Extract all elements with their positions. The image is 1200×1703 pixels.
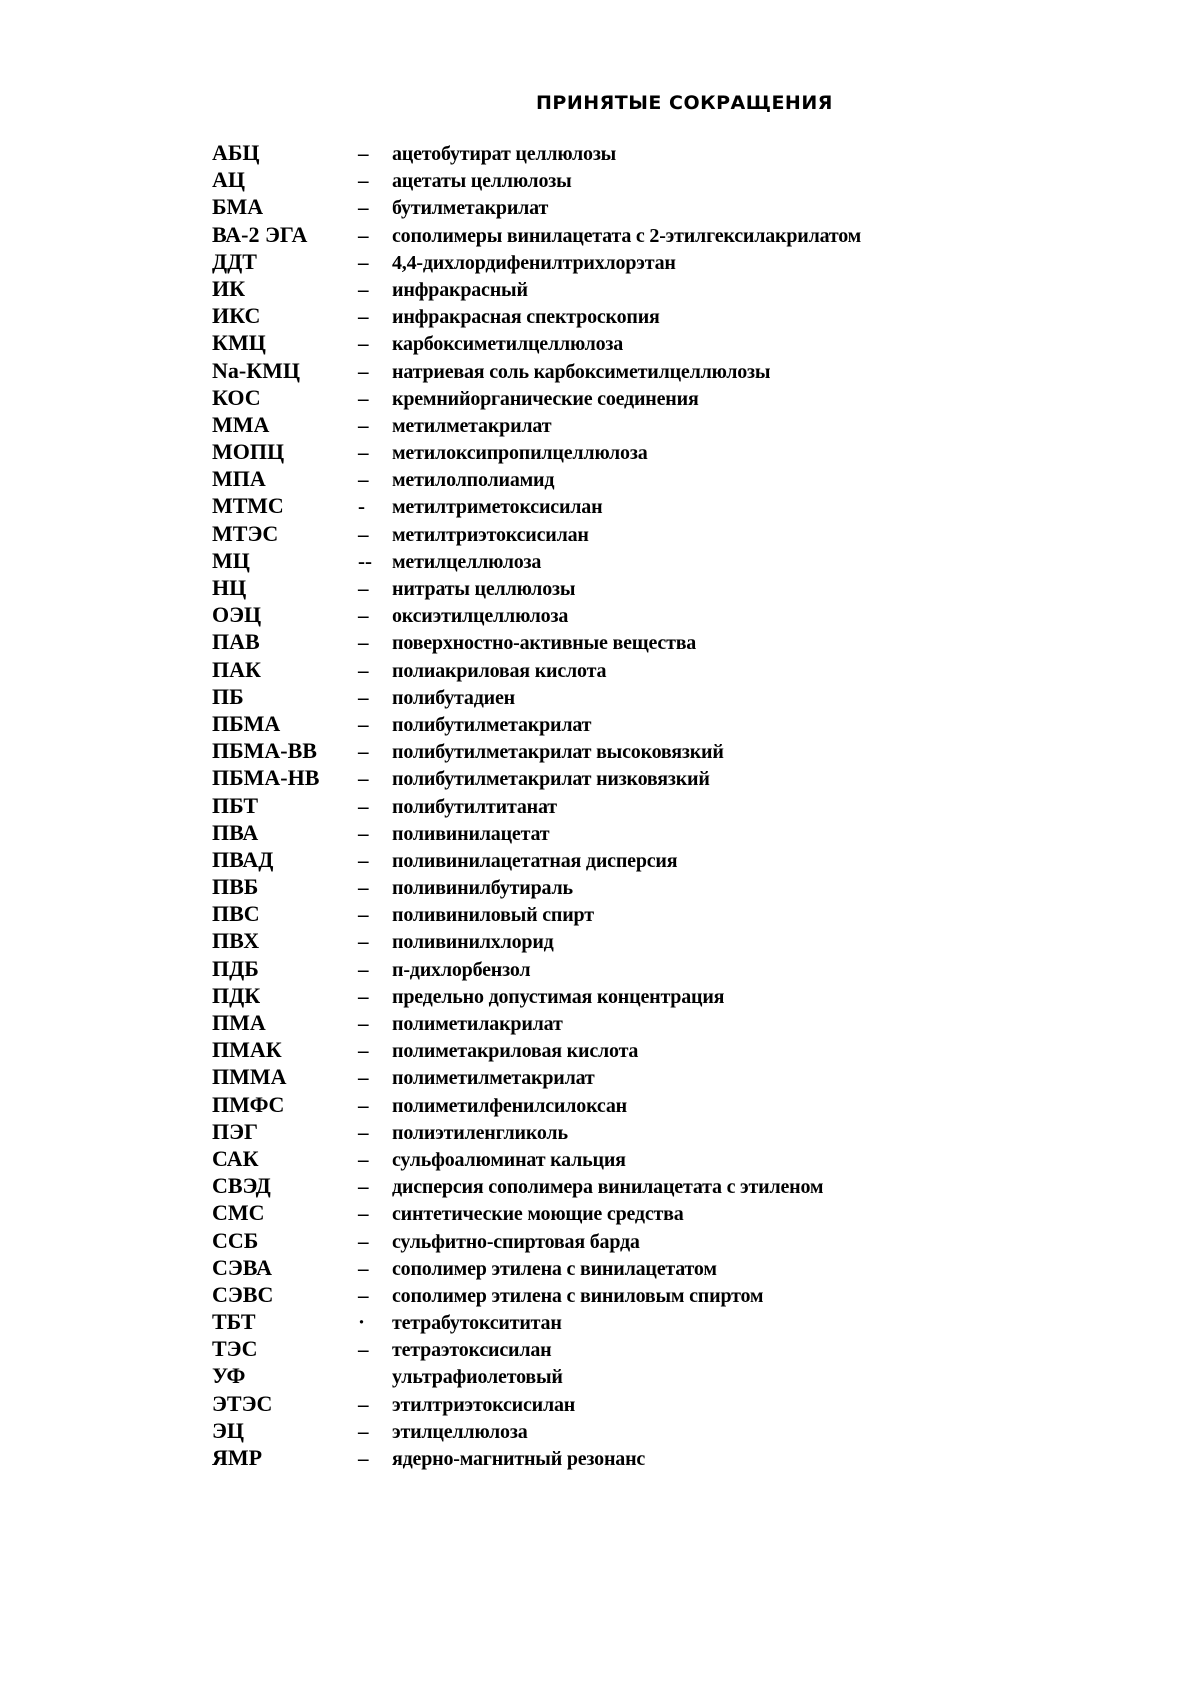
abbreviation-term: АБЦ	[212, 140, 260, 165]
abbreviation-term: СВЭД	[212, 1173, 271, 1199]
abbreviation-definition: метилтриметоксисилан	[392, 496, 603, 519]
abbreviation-dash: –	[358, 902, 369, 927]
abbreviation-definition: сульфоалюминат кальция	[392, 1148, 626, 1171]
abbreviation-term: ПДБ	[212, 955, 259, 981]
abbreviation-definition: п-дихлорбензол	[392, 958, 531, 981]
abbreviation-row	[212, 683, 1112, 710]
abbreviation-term: ПМАК	[212, 1037, 282, 1063]
abbreviation-row	[212, 1199, 1112, 1226]
abbreviation-term: МПА	[212, 466, 266, 492]
abbreviation-definition: этилтриэтоксисилан	[392, 1393, 576, 1416]
abbreviation-dash: –	[358, 793, 369, 818]
abbreviation-term: КОС	[212, 384, 261, 410]
abbreviation-term: МОПЦ	[212, 439, 285, 465]
abbreviation-definition: инфракрасная спектроскопия	[392, 306, 660, 329]
abbreviation-term: МТЭС	[212, 520, 279, 546]
abbreviation-row	[212, 656, 1112, 683]
abbreviation-definition: дисперсия сополимера винилацетата с этиленом	[392, 1176, 824, 1199]
abbreviation-row	[212, 1009, 1112, 1036]
abbreviation-definition: поливинилацетатная дисперсия	[392, 849, 678, 872]
abbreviation-definition: метилцеллюлоза	[392, 550, 542, 573]
abbreviation-row	[212, 1444, 1112, 1471]
abbreviation-row	[212, 1281, 1112, 1308]
abbreviation-term: ПМФС	[212, 1091, 285, 1117]
abbreviation-dash: –	[358, 1146, 369, 1171]
abbreviation-definition: полиакриловая кислота	[392, 659, 607, 682]
abbreviation-definition: ядерно-магнитный резонанс	[392, 1448, 646, 1470]
abbreviation-term: ПБМА-ВВ	[212, 738, 317, 764]
abbreviation-row	[212, 737, 1112, 764]
abbreviation-term: ММА	[212, 411, 270, 437]
abbreviation-dash: –	[358, 195, 369, 220]
abbreviation-row	[212, 819, 1112, 846]
abbreviation-dash: –	[358, 1282, 369, 1307]
abbreviation-dash: –	[358, 1337, 369, 1362]
abbreviation-definition: этилцеллюлоза	[392, 1420, 528, 1443]
abbreviation-definition: полиметилметакрилат	[392, 1067, 595, 1090]
abbreviation-row	[212, 601, 1112, 628]
abbreviation-definition: сульфитно-спиртовая барда	[392, 1230, 640, 1253]
abbreviation-row	[212, 248, 1112, 275]
abbreviation-term: СМС	[212, 1200, 265, 1226]
abbreviation-dash: –	[358, 657, 369, 682]
abbreviation-row	[212, 900, 1112, 927]
abbreviation-definition: сополимеры винилацетата с 2-этилгексилакрилатом	[392, 224, 862, 247]
abbreviation-dash: ·	[358, 1310, 366, 1335]
abbreviation-dash: –	[358, 956, 369, 981]
abbreviation-row	[212, 792, 1112, 819]
abbreviation-definition: полиметилфенилсилоксан	[392, 1094, 627, 1117]
abbreviation-dash: –	[358, 385, 369, 410]
abbreviation-dash: –	[358, 521, 369, 546]
abbreviation-definition: метилолполиамид	[392, 469, 555, 492]
abbreviation-term: МЦ	[212, 547, 250, 573]
abbreviation-term: ТБТ	[212, 1309, 256, 1335]
abbreviation-dash: –	[358, 1092, 369, 1117]
abbreviation-row	[212, 955, 1112, 982]
abbreviation-term: ПВАД	[212, 846, 274, 872]
abbreviation-dash: –	[358, 1065, 369, 1090]
abbreviation-term: ЯМР	[212, 1445, 263, 1470]
abbreviation-dash: –	[358, 576, 369, 600]
abbreviation-definition: натриевая соль карбоксиметилцеллюлозы	[392, 360, 771, 383]
abbreviation-row	[212, 438, 1112, 465]
abbreviation-definition: поливинилацетат	[392, 822, 550, 845]
abbreviation-definition: полибутилметакрилат высоковязкий	[392, 741, 724, 764]
abbreviation-definition: сополимер этилена с винилацетатом	[392, 1257, 717, 1280]
abbreviation-row	[212, 221, 1112, 248]
abbreviation-term: АЦ	[212, 167, 245, 193]
abbreviation-dash: –	[358, 929, 369, 954]
abbreviation-row	[212, 1063, 1112, 1090]
abbreviation-definition: полибутилметакрилат низковязкий	[392, 768, 710, 791]
abbreviation-term: ПЭГ	[212, 1118, 259, 1144]
abbreviation-row	[212, 1390, 1112, 1417]
abbreviation-row	[212, 139, 1112, 166]
abbreviation-term: СЭВА	[212, 1254, 272, 1280]
abbreviation-definition: метилметакрилат	[392, 414, 552, 437]
abbreviation-definition: нитраты целлюлозы	[392, 578, 576, 600]
abbreviation-definition: кремнийорганические соединения	[392, 387, 699, 410]
abbreviation-term: ПБМА	[212, 710, 281, 736]
abbreviation-dash: –	[358, 412, 369, 437]
abbreviation-dash: –	[358, 739, 369, 764]
abbreviation-term: ВА-2 ЭГА	[212, 221, 308, 247]
abbreviation-definition: поливинилхлорид	[392, 931, 554, 954]
abbreviation-row	[212, 982, 1112, 1009]
abbreviation-row	[212, 846, 1112, 873]
abbreviation-definition: метилоксипропилцеллюлоза	[392, 442, 648, 465]
abbreviation-term: ПВА	[212, 819, 259, 845]
abbreviation-row	[212, 492, 1112, 519]
abbreviation-dash: –	[358, 1391, 369, 1416]
abbreviation-row	[212, 927, 1112, 954]
abbreviation-definition: 4,4-дихлордифенилтрихлорэтан	[392, 251, 676, 274]
abbreviation-definition: ультрафиолетовый	[392, 1366, 563, 1389]
abbreviation-definition: полибутилтитанат	[392, 795, 557, 818]
abbreviation-row	[212, 1172, 1112, 1199]
abbreviation-dash: –	[358, 875, 369, 900]
abbreviation-term: ПМА	[212, 1010, 266, 1035]
abbreviation-row	[212, 1145, 1112, 1172]
abbreviation-term: ПАК	[212, 656, 261, 682]
abbreviation-row	[212, 384, 1112, 411]
abbreviation-term: НЦ	[212, 575, 247, 600]
abbreviation-dash: –	[358, 1119, 369, 1144]
abbreviation-term: ПБТ	[212, 792, 259, 818]
abbreviation-row	[212, 628, 1112, 655]
abbreviation-row	[212, 520, 1112, 547]
abbreviation-dash: –	[358, 983, 369, 1008]
abbreviation-dash: –	[358, 1011, 369, 1035]
abbreviation-row	[212, 1335, 1112, 1362]
abbreviation-row	[212, 710, 1112, 737]
abbreviation-dash: –	[358, 358, 369, 383]
abbreviation-definition: синтетические моющие средства	[392, 1203, 684, 1226]
abbreviation-row	[212, 1036, 1112, 1063]
abbreviation-term: ССБ	[212, 1227, 259, 1253]
abbreviation-row	[212, 357, 1112, 384]
abbreviation-dash: –	[358, 1418, 369, 1443]
abbreviation-dash: –	[358, 222, 369, 247]
abbreviation-term: ПВС	[212, 901, 260, 927]
abbreviation-definition: тетраэтоксисилан	[392, 1339, 552, 1362]
abbreviation-dash: –	[358, 603, 369, 628]
abbreviation-term: УФ	[212, 1363, 246, 1389]
abbreviation-definition: карбоксиметилцеллюлоза	[392, 333, 624, 356]
abbreviation-term: ПВХ	[212, 928, 260, 954]
abbreviation-row	[212, 275, 1112, 302]
abbreviation-dash: –	[358, 249, 369, 274]
abbreviation-term: ПАВ	[212, 629, 260, 655]
abbreviation-dash: –	[358, 820, 369, 845]
abbreviation-dash: –	[358, 1255, 369, 1280]
abbreviation-definition: полибутадиен	[392, 686, 515, 709]
abbreviation-row	[212, 465, 1112, 492]
abbreviation-dash: –	[358, 141, 369, 165]
abbreviation-row	[212, 302, 1112, 329]
abbreviation-row	[212, 1227, 1112, 1254]
abbreviation-term: ПБ	[212, 683, 244, 709]
abbreviation-row	[212, 1118, 1112, 1145]
abbreviation-definition: полиметакриловая кислота	[392, 1040, 639, 1063]
abbreviation-definition: полиэтиленгликоль	[392, 1121, 568, 1144]
abbreviation-dash: -	[358, 494, 365, 519]
abbreviation-definition: поливиниловый спирт	[392, 904, 594, 927]
abbreviation-row	[212, 1362, 1112, 1389]
abbreviation-term: БМА	[212, 194, 264, 220]
abbreviation-definition: тетрабутоксититан	[392, 1312, 562, 1335]
abbreviation-term: ПВБ	[212, 874, 259, 900]
abbreviation-row	[212, 873, 1112, 900]
abbreviation-row	[212, 547, 1112, 574]
abbreviation-dash: –	[358, 168, 369, 193]
abbreviation-definition: бутилметакрилат	[392, 197, 549, 220]
abbreviation-dash: –	[358, 766, 369, 791]
abbreviation-dash: –	[358, 440, 369, 465]
abbreviation-row	[212, 329, 1112, 356]
abbreviation-definition: ацетаты целлюлозы	[392, 170, 572, 193]
abbreviation-dash: –	[358, 711, 369, 736]
abbreviation-term: ОЭЦ	[212, 602, 262, 628]
abbreviation-definition: метилтриэтоксисилан	[392, 523, 589, 546]
abbreviation-definition: оксиэтилцеллюлоза	[392, 605, 569, 628]
abbreviation-dash: --	[358, 548, 372, 573]
abbreviation-term: ЭТЭС	[212, 1390, 273, 1416]
abbreviation-dash: –	[358, 276, 369, 301]
page-title: ПРИНЯТЫЕ СОКРАЩЕНИЯ	[536, 92, 833, 114]
abbreviation-row	[212, 193, 1112, 220]
abbreviation-term: ПДК	[212, 982, 261, 1008]
abbreviation-definition: инфракрасный	[392, 278, 528, 301]
abbreviation-row	[212, 1308, 1112, 1335]
abbreviation-definition: предельно допустимая концентрация	[392, 985, 725, 1008]
abbreviation-list	[212, 139, 1112, 1471]
abbreviation-definition: сополимер этилена с виниловым спиртом	[392, 1284, 764, 1307]
abbreviation-row	[212, 1091, 1112, 1118]
abbreviation-term: ДДТ	[212, 248, 257, 274]
abbreviation-dash: –	[358, 630, 369, 655]
abbreviation-dash: –	[358, 304, 369, 329]
abbreviation-row	[212, 166, 1112, 193]
abbreviation-definition: поливинилбутираль	[392, 877, 573, 900]
abbreviation-term: ПММА	[212, 1064, 287, 1090]
abbreviation-row	[212, 1417, 1112, 1444]
abbreviation-term: ТЭС	[212, 1336, 258, 1362]
abbreviation-dash: –	[358, 1174, 369, 1199]
abbreviation-term: ЭЦ	[212, 1417, 245, 1443]
abbreviation-term: Na-КМЦ	[212, 357, 301, 383]
abbreviation-dash: –	[358, 847, 369, 872]
abbreviation-term: ИКС	[212, 303, 261, 329]
abbreviation-term: САК	[212, 1145, 259, 1171]
abbreviation-row	[212, 1254, 1112, 1281]
abbreviation-term: МТМС	[212, 493, 284, 519]
abbreviation-dash: –	[358, 467, 369, 492]
abbreviation-dash: –	[358, 1201, 369, 1226]
abbreviation-dash: –	[358, 1446, 369, 1470]
abbreviation-dash: –	[358, 684, 369, 709]
abbreviation-row	[212, 411, 1112, 438]
abbreviation-definition: полибутилметакрилат	[392, 713, 592, 736]
abbreviation-term: ПБМА-НВ	[212, 765, 320, 791]
abbreviation-definition: полиметилакрилат	[392, 1013, 563, 1035]
abbreviation-definition: поверхностно-активные вещества	[392, 632, 697, 655]
abbreviation-dash: –	[358, 331, 369, 356]
abbreviation-definition: ацетобутират целлюлозы	[392, 143, 617, 165]
abbreviation-term: ИК	[212, 275, 246, 301]
abbreviation-row	[212, 574, 1112, 601]
abbreviation-dash: –	[358, 1228, 369, 1253]
abbreviation-row	[212, 764, 1112, 791]
abbreviation-term: СЭВС	[212, 1281, 274, 1307]
abbreviation-term: КМЦ	[212, 330, 266, 356]
abbreviation-dash: –	[358, 1038, 369, 1063]
